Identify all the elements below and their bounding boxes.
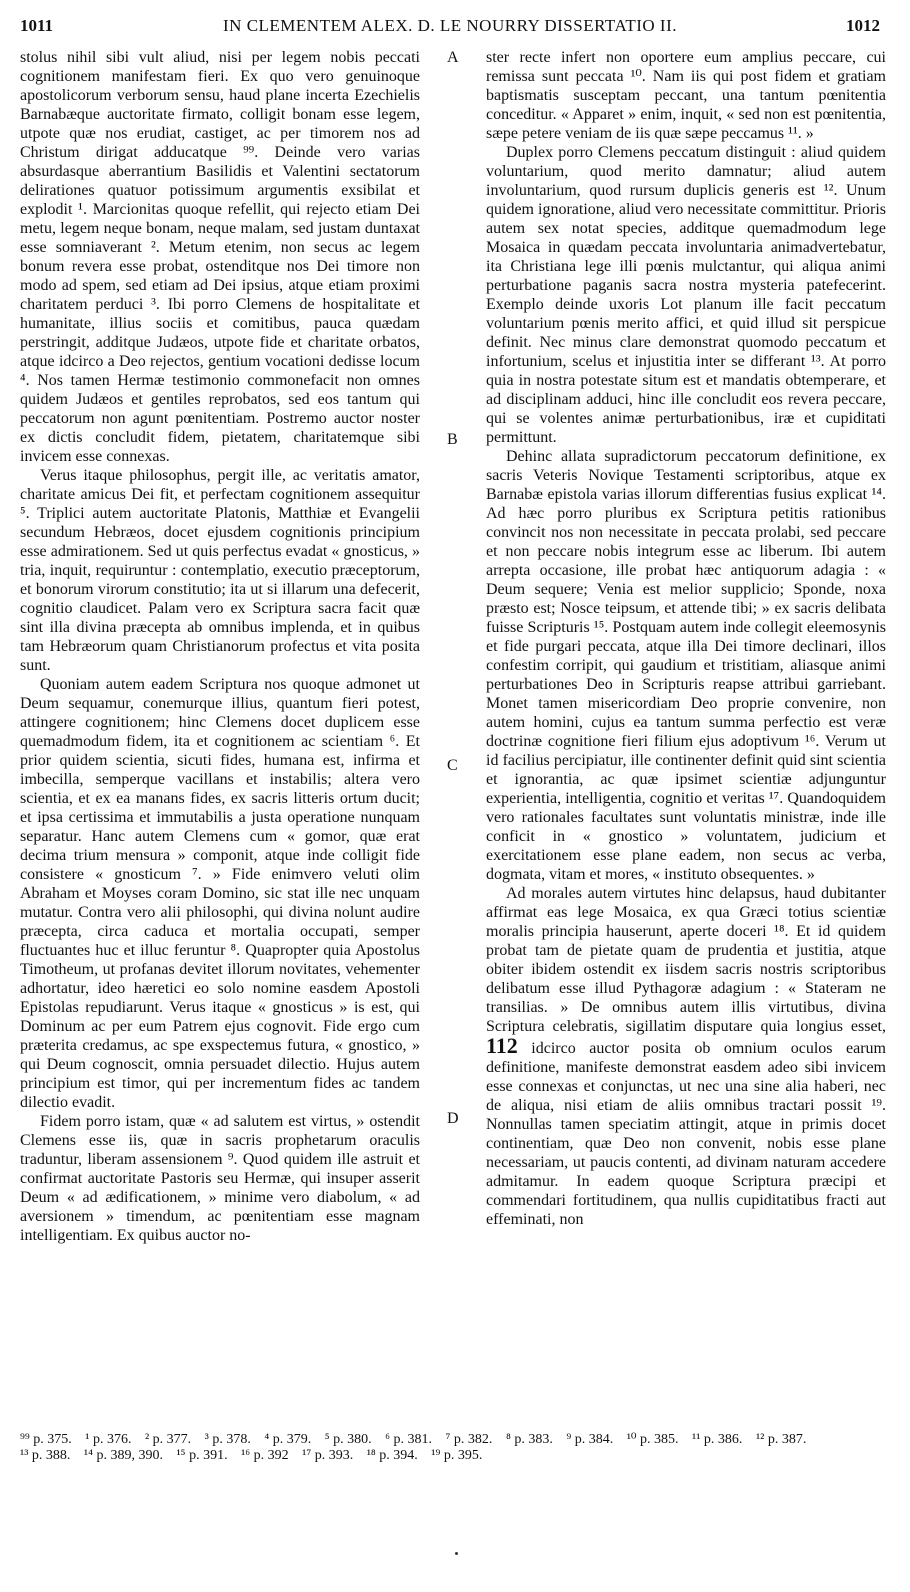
margin-marker-c: C bbox=[447, 757, 458, 774]
ink-dot bbox=[455, 1552, 458, 1555]
footnote: ⁵ p. 380. bbox=[324, 1432, 372, 1447]
footnote: ¹⁷ p. 393. bbox=[302, 1448, 354, 1463]
footnote: ⁷ p. 382. bbox=[445, 1432, 493, 1447]
footnote: ⁴ p. 379. bbox=[264, 1432, 312, 1447]
footnote: ⁸ p. 383. bbox=[505, 1432, 553, 1447]
paragraph: Verus itaque philosophus, pergit ille, ac veritatis amator, charitate amicus Dei fit, et perfectam cognitionem assequitur ⁵. Triplici autem auctoritate Platonis, Matthiæ et Evangelii secundum Hebræos, docet ejusdem cognitionis principium esse admirationem. Sed ut quis perfectus evadat « gnosticus, » tria, inquit, requiruntur : contemplatio, executio præceptorum, et bonorum virorum constitutio; ita ut si illarum una defecerit, cognitio claudicet. Palam vero ex Scriptura sacra facit quæ sint illa divina præcepta ab omnibus implenda, et in quibus tam Hebræorum quam Christianorum profectus et vita posita sunt. bbox=[20, 467, 420, 674]
paragraph: Duplex porro Clemens peccatum distinguit : aliud quidem voluntarium, quod merito damnatur; aliud autem involuntarium, quod rursum duplicis generis est ¹². Unum quidem ignoratione, aliud vero necessitate committitur. Prioris autem sex notat species, additque quemadmodum lege Mosaica in quædam peccata involuntaria animadvertebatur, ita Christiana lege illi pœnis mulctantur, qui aliqua animi perturbatione paganis sacra nostra mysteria patefecerint. Exemplo deinde uxoris Lot planum ille facit peccatum voluntarium pœnis merito affici, et quid illud sit perspicue definit. Nec minus clare demonstrat quomodo peccatum et infortunium, scelus et injustitia inter se differant ¹³. At porro quia in nostra potestate situm est et mandatis obtemperare, et ad disciplinam adduci, hinc ille concludit eos revera peccare, qui se volentes animæ perturbationibus, iræ et cupiditati permittunt. bbox=[486, 144, 886, 446]
footnote: ¹⁹ p. 395. bbox=[431, 1448, 483, 1463]
plate-number: 112 bbox=[486, 1033, 518, 1058]
footnote: ¹⁴ p. 389, 390. bbox=[83, 1448, 163, 1463]
paragraph: stolus nihil sibi vult aliud, nisi per legem nobis peccati cognitionem manifestam fieri. Ex quo vero genuinoque apostolicorum verborum sensu, haud plane incerta Ezechielis Barnabæque auctoritate firmato, colligit bonam esse legem, utpote quæ nos erudiat, castiget, ac per timorem nos ad Christum dirigat adducatque ⁹⁹. Deinde vero varias absurdasque aberrantium Basilidis et Valentini sectatorum delirationes quatuor potissimum argumentis exsibilat et explodit ¹. Marcionitas quoque refellit, qui rejecto etiam Dei metu, legem neque bonam, neque malam, sed justam duntaxat esse somniaverant ². Metum etenim, non secus ac legem bonum revera esse probat, ostenditque nos Dei timore non modo ad spem, sed etiam ad Dei ipsius, atque etiam proximi charitatem perduci ³. Ibi porro Clemens de hospitalitate et humanitate, illius sociis et comitibus, pauca quædam perstringit, additque Judæos, utpote fide et charitate orbatos, atque idcirco a Deo rejectos, gentium vocationi dedisse locum ⁴. Nos tamen Hermæ testimonio commonefacit non omnes quidem Judæos et gentiles reprobatos, sed eos tantum qui peccatorum non agunt pœnitentiam. Postremo auctor noster ex dictis concludit fidem, pietatem, charitatemque sibi invicem esse connexas. bbox=[20, 49, 420, 465]
footnote: ¹³ p. 388. bbox=[20, 1448, 71, 1463]
left-column bbox=[20, 48, 420, 1245]
paragraph: Dehinc allata supradictorum peccatorum definitione, ex sacris Veteris Novique Testamenti scriptoribus, atque ex Barnabæ epistola varias illorum differentias fusius explicat ¹⁴. Ad hæc porro pluribus ex Scriptura petitis rationibus convincit nos non necessitate in peccata prolabi, sed peccare et non peccare nobis integrum esse ac liberum. Ibi autem arrepta occasione, ille probat hæc antiquorum adagia : « Deum sequere; Venia est melior supplicio; Sponde, noxa præsto est; Nosce teipsum, et attende tibi; » ex sacris delibata fuisse Scripturis ¹⁵. Postquam autem inde collegit eleemosynis et fide purgari peccata, atque illa Dei timore declinari, illos confestim corripit, qui gaudium et tristitiam, aliasque animi perturbationes Deo in Scripturis reapse attribui garriebant. Monet tamen misericordiam Deo proprie convenire, non autem homini, cujus ea tantum summa perfectio est veræ doctrinæ cognitione fieri filium ejus adoptivum ¹⁶. Verum ut id facilius percipiatur, ille continenter definit quid sint scientia et ignorantia, ac quæ ipsimet scientiæ adjunguntur experientia, intelligentia, cognitio et veritas ¹⁷. Quandoquidem vero rationales facultates sunt voluntatis ministræ, inde ille conficit in « gnostico » voluntatem, judicium et exercitationem esse plane eadem, non secus ac verba, dogmata, vitam et mores, « instituto obsequentes. » bbox=[486, 448, 886, 883]
footnote: ¹⁵ p. 391. bbox=[176, 1448, 228, 1463]
paragraph: ster recte infert non oportere eum amplius peccare, cui remissa sunt peccata ¹⁰. Nam iis qui post fidem et gratiam baptismatis susceptam peccant, una tantum pœnitentia conceditur. « Apparet » enim, inquit, « sed non est pœnitentia, sæpe petere veniam de iis quæ sæpe peccamus ¹¹. » bbox=[486, 49, 886, 142]
footnote: ¹⁶ p. 392 bbox=[241, 1448, 289, 1463]
paragraph: Fidem porro istam, quæ « ad salutem est virtus, » ostendit Clemens esse iis, quæ in sacris prophetarum oraculis traduntur, liberam assensionem ⁹. Quod quidem ille astruit et confirmat auctoritate Pastoris seu Hermæ, qui insuper asserit Deum « ad ædificationem, » minime vero diabolum, « ad aversionem » timendum, ac pœnitentiam esse magnam intelligentiam. Ex quibus auctor no- bbox=[20, 1113, 420, 1244]
page-number-right: 1012 bbox=[846, 16, 880, 35]
paragraph-text: Ad morales autem virtutes hinc delapsus, haud dubitanter affirmat eas lege Mosaica, ex qua Græci totius scientiæ moralis principia hauserunt, aperte doceri ¹⁸. Et id quidem probat tam de pietate quam de prudentia et justitia, atque obiter ibidem ostendit ex iisdem sacris nostris scriptoribus delibatum esse illud Pythagoræ adagium : « Stateram ne transilias. » De omnibus autem illis virtutibus, divina Scriptura celebratis, sigillatim disputare quia longius esset, bbox=[486, 885, 886, 1035]
footnote: ¹¹ p. 386. bbox=[692, 1432, 743, 1447]
footnotes bbox=[20, 1432, 880, 1464]
footnote: ¹² p. 387. bbox=[755, 1432, 807, 1447]
margin-marker-d: D bbox=[447, 1110, 459, 1127]
footnote: ² p. 377. bbox=[144, 1432, 192, 1447]
footnote: ¹⁸ p. 394. bbox=[366, 1448, 418, 1463]
paragraph bbox=[486, 884, 886, 1229]
paragraph: Quoniam autem eadem Scriptura nos quoque admonet ut Deum sequamur, conemurque illius, quantum fieri potest, attingere cognitionem; hinc Clemens docet duplicem esse quemadmodum fidem, ita et cognitionem ac scientiam ⁶. Et prior quidem scientia, sicuti fides, humana est, infirma et imbecilla, semperque vacillans et instabilis; altera vero scientia, et ex ea manans fides, ex sacris litteris ortum ducit; et ipsa certissima et immutabilis a justa operatione nunquam separatur. Hanc autem Clemens cum « gomor, quæ erat decima trium mensura » componit, atque inde colligit fide consistere « gnosticum ⁷. » Fide enimvero veluti olim Abraham et Moyses coram Domino, sic stat ille nec unquam mutatur. Contra vero alii philosophi, qui divina nolunt audire præcepta, circa caduca et mortalia occupati, semper fluctuantes huc et illuc feruntur ⁸. Quapropter quia Apostolus Timotheum, ut profanas devitet illorum novitates, vehementer adhortatur, ideo hæretici eo solo nomine easdem Apostoli Epistolas repudiarunt. Verus itaque « gnosticus » is est, qui Dominum ac per eum Patrem ejus cognovit. Fide ergo cum præterita credamus, ac spe exspectemus futura, « gnostico, » qui Deum cognoscit, omnia persuadet dilectio. Hujus autem principium est timor, qui per incrementum fides ac tandem dilectio evadit. bbox=[20, 676, 420, 1111]
footnote: ¹⁰ p. 385. bbox=[626, 1432, 679, 1447]
paragraph-text: idcirco auctor posita ob omnium oculos earum definitione, manifeste demonstrat easdem adeo sibi invicem esse connexas et conjunctas, ut nec una sine alia haberi, nec de aliqua, nisi etiam de aliis omnibus tractari possit ¹⁹. Nonnullas tamen speciatim attingit, atque in primis docet continentiam, quæ Deo non convenit, nobis esse plane necessariam, ut paucis contenti, ad divinam naturam accedere admitamur. In eadem quoque Scriptura præcipi et commendari fortitudinem, qua nullis cupiditatibus fracti aut effeminati, non bbox=[486, 1040, 886, 1228]
page-header bbox=[20, 16, 880, 42]
footnote: ⁹⁹ p. 375. bbox=[20, 1432, 72, 1447]
footnote: ³ p. 378. bbox=[204, 1432, 251, 1447]
footnote: ⁶ p. 381. bbox=[385, 1432, 433, 1447]
margin-marker-a: A bbox=[447, 49, 459, 66]
page-number-left: 1011 bbox=[20, 16, 54, 35]
footnote: ¹ p. 376. bbox=[85, 1432, 132, 1447]
footnote: ⁹ p. 384. bbox=[566, 1432, 614, 1447]
margin-marker-b: B bbox=[447, 431, 458, 448]
running-title: IN CLEMENTEM ALEX. D. LE NOURRY DISSERTATIO II. bbox=[223, 16, 677, 35]
right-column bbox=[486, 48, 886, 1229]
